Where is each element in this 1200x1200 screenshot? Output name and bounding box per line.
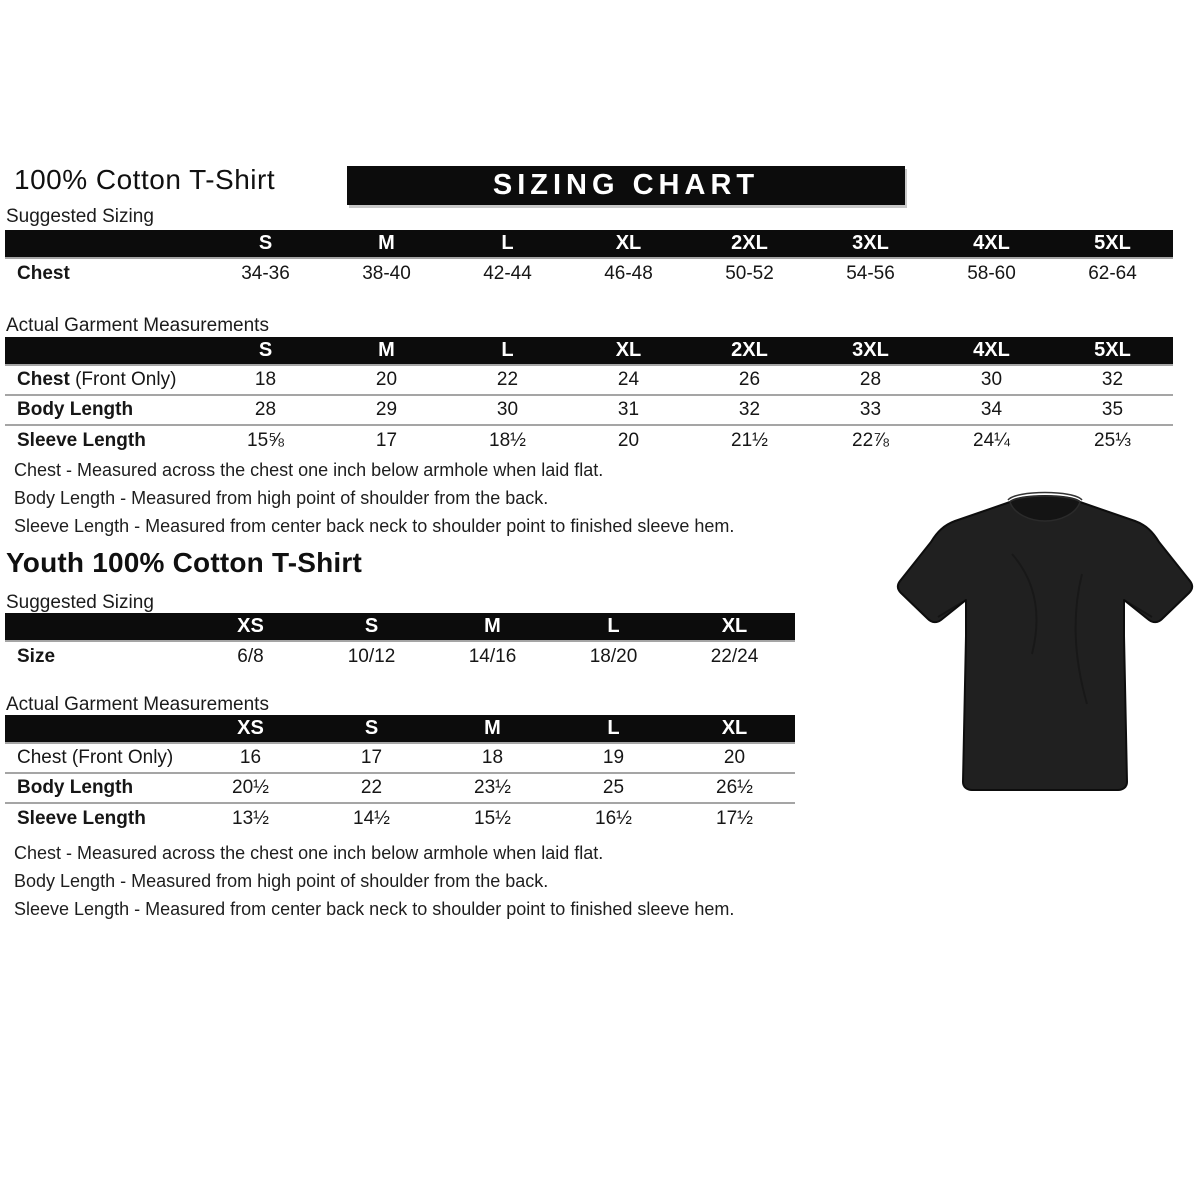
table-header-row — [5, 337, 1173, 366]
measurement-cell: 28 — [254, 399, 277, 420]
note-chest: Chest - Measured across the chest one inch below armhole when laid flat. — [14, 460, 604, 480]
measurement-cell: 22/24 — [710, 646, 759, 667]
table-header-row — [5, 230, 1173, 259]
table-row — [5, 259, 1173, 289]
measurement-cell: 14½ — [353, 808, 390, 829]
measurement-cell: 17 — [360, 747, 383, 768]
measurement-cell: 25⅓ — [1094, 430, 1131, 451]
black-tshirt-image — [892, 484, 1198, 814]
measurement-cell: 23½ — [474, 777, 511, 798]
measurement-cell: 31 — [617, 399, 640, 420]
measurement-cell: 30 — [496, 399, 519, 420]
note-body-length: Body Length - Measured from high point of shoulder from the back. — [14, 871, 549, 891]
measurement-cell: 21½ — [731, 430, 768, 451]
measurement-cell: 20 — [375, 369, 398, 390]
size-column-header: S — [364, 717, 379, 739]
measurement-cell: 33 — [859, 399, 882, 420]
measurement-cell: 38-40 — [362, 263, 411, 284]
measurement-cell: 10/12 — [347, 646, 396, 667]
row-label: Body Length — [17, 777, 134, 798]
measurement-cell: 20½ — [232, 777, 269, 798]
size-column-header: 5XL — [1094, 232, 1131, 254]
size-column-header: XS — [237, 717, 264, 739]
table-header-row — [5, 715, 795, 744]
measurement-cell: 32 — [1101, 369, 1124, 390]
table-row — [5, 366, 1173, 396]
measurement-cell: 42-44 — [483, 263, 532, 284]
measurement-cell: 46-48 — [604, 263, 653, 284]
measurement-cell: 20 — [723, 747, 746, 768]
table-header-row — [5, 613, 795, 642]
youth-section-title: Youth 100% Cotton T-Shirt — [6, 547, 363, 578]
size-column-header: S — [258, 232, 273, 254]
size-column-header: M — [378, 339, 395, 361]
adult-actual-measurements-table — [5, 337, 1173, 456]
row-label: Chest (Front Only) — [17, 747, 174, 768]
measurement-cell: 20 — [617, 430, 640, 451]
table-row — [5, 744, 795, 774]
size-column-header: L — [607, 717, 620, 739]
table-row — [5, 396, 1173, 426]
measurement-cell: 30 — [980, 369, 1003, 390]
measurement-cell: 22⅞ — [852, 430, 889, 451]
size-column-header: L — [607, 615, 620, 637]
measurement-cell: 14/16 — [468, 646, 517, 667]
table-row — [5, 642, 795, 672]
row-label: Size — [17, 646, 56, 667]
measurement-cell: 13½ — [232, 808, 269, 829]
size-column-header: 4XL — [973, 232, 1010, 254]
adult-suggested-sizing-label: Suggested Sizing — [6, 206, 154, 227]
size-column-header: 3XL — [852, 339, 889, 361]
measurement-cell: 54-56 — [846, 263, 895, 284]
size-column-header: 4XL — [973, 339, 1010, 361]
sizing-chart-banner: SIZING CHART — [347, 166, 905, 205]
measurement-cell: 6/8 — [237, 646, 264, 667]
measurement-cell: 22 — [360, 777, 383, 798]
size-column-header: XL — [721, 717, 748, 739]
measurement-cell: 34 — [980, 399, 1003, 420]
measurement-cell: 24¼ — [973, 430, 1010, 451]
table-corner — [5, 230, 205, 257]
size-column-header: 3XL — [852, 232, 889, 254]
adult-measurement-notes — [14, 460, 734, 544]
size-column-header: L — [501, 232, 514, 254]
youth-measurement-notes — [14, 843, 734, 927]
size-column-header: 2XL — [731, 339, 768, 361]
measurement-cell: 34-36 — [241, 263, 290, 284]
measurement-cell: 62-64 — [1088, 263, 1137, 284]
measurement-cell: 28 — [859, 369, 882, 390]
size-column-header: XL — [615, 232, 642, 254]
measurement-cell: 15⅝ — [247, 430, 284, 451]
row-label: Sleeve Length — [17, 808, 146, 829]
youth-suggested-sizing-table — [5, 613, 795, 672]
row-label: Body Length — [17, 399, 134, 420]
size-column-header: 2XL — [731, 232, 768, 254]
measurement-cell: 29 — [375, 399, 398, 420]
size-column-header: L — [501, 339, 514, 361]
measurement-cell: 50-52 — [725, 263, 774, 284]
measurement-cell: 26½ — [716, 777, 753, 798]
note-sleeve-length: Sleeve Length - Measured from center back neck to shoulder point to finished sleeve hem. — [14, 516, 735, 536]
measurement-cell: 18 — [481, 747, 504, 768]
measurement-cell: 24 — [617, 369, 640, 390]
measurement-cell: 19 — [602, 747, 625, 768]
measurement-cell: 15½ — [474, 808, 511, 829]
row-label: Chest (Front Only) — [17, 369, 177, 390]
measurement-cell: 32 — [738, 399, 761, 420]
measurement-cell: 18/20 — [589, 646, 638, 667]
adult-suggested-sizing-table — [5, 230, 1173, 289]
adult-actual-measurements-label: Actual Garment Measurements — [6, 315, 269, 336]
youth-suggested-sizing-label: Suggested Sizing — [6, 592, 154, 613]
table-row — [5, 804, 795, 834]
measurement-cell: 18 — [254, 369, 277, 390]
size-column-header: S — [364, 615, 379, 637]
table-corner — [5, 613, 190, 640]
measurement-cell: 18½ — [489, 430, 526, 451]
measurement-cell: 25 — [602, 777, 625, 798]
table-corner — [5, 715, 190, 742]
measurement-cell: 22 — [496, 369, 519, 390]
size-column-header: 5XL — [1094, 339, 1131, 361]
page-title: 100% Cotton T-Shirt — [14, 164, 276, 195]
size-column-header: M — [484, 717, 501, 739]
table-corner — [5, 337, 205, 364]
note-sleeve-length: Sleeve Length - Measured from center back neck to shoulder point to finished sleeve hem. — [14, 899, 735, 919]
note-chest: Chest - Measured across the chest one inch below armhole when laid flat. — [14, 843, 604, 863]
tshirt-body — [898, 496, 1192, 790]
note-body-length: Body Length - Measured from high point of shoulder from the back. — [14, 488, 549, 508]
measurement-cell: 17 — [375, 430, 398, 451]
row-label: Chest — [17, 263, 70, 284]
size-column-header: S — [258, 339, 273, 361]
size-column-header: M — [484, 615, 501, 637]
measurement-cell: 16½ — [595, 808, 632, 829]
measurement-cell: 35 — [1101, 399, 1124, 420]
measurement-cell: 26 — [738, 369, 761, 390]
size-column-header: M — [378, 232, 395, 254]
table-row — [5, 426, 1173, 456]
measurement-cell: 16 — [239, 747, 262, 768]
size-column-header: XL — [615, 339, 642, 361]
youth-actual-measurements-table — [5, 715, 795, 834]
youth-actual-measurements-label: Actual Garment Measurements — [6, 694, 269, 715]
size-column-header: XL — [721, 615, 748, 637]
size-column-header: XS — [237, 615, 264, 637]
table-row — [5, 774, 795, 804]
measurement-cell: 17½ — [716, 808, 753, 829]
row-label: Sleeve Length — [17, 430, 146, 451]
measurement-cell: 58-60 — [967, 263, 1016, 284]
